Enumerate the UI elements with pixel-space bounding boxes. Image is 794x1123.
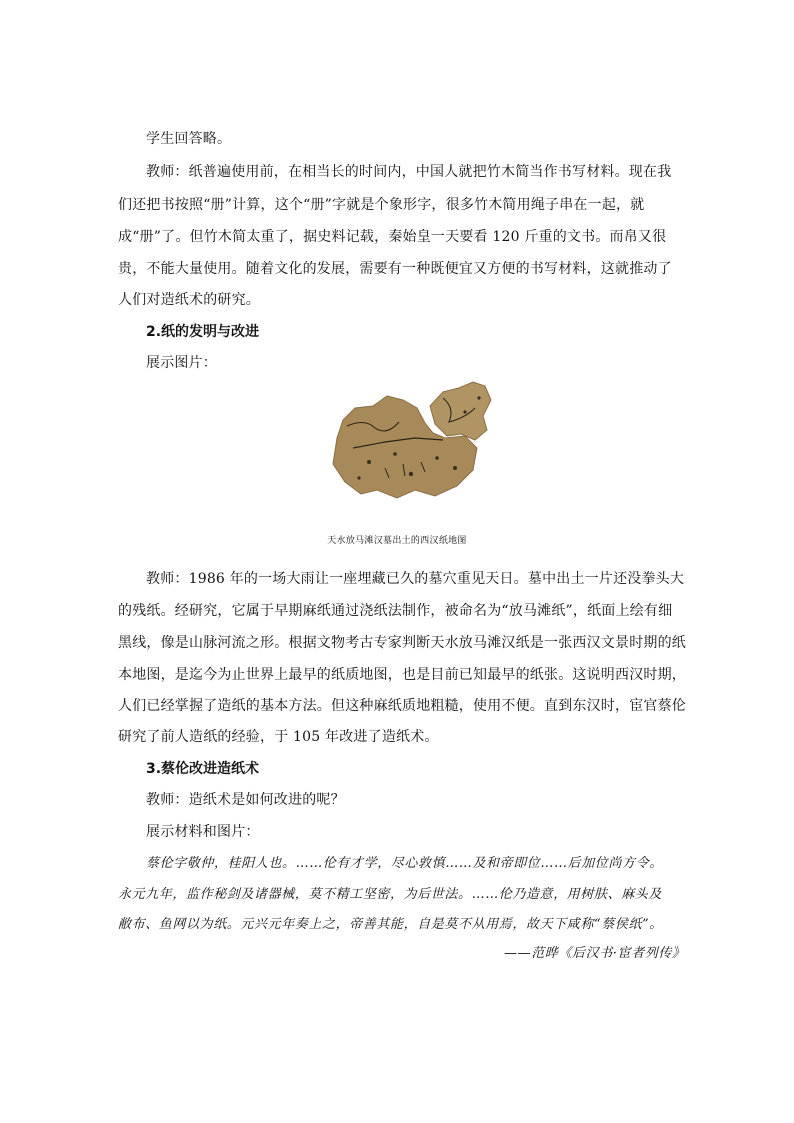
show-materials-label: 展示材料和图片：	[146, 824, 260, 840]
show-pictures-label: 展示图片：	[146, 355, 217, 371]
teacher-para-2-line-4: 本地图，是迄今为止世界上最早的纸质地图，也是目前已知最早的纸张。这说明西汉时期，	[118, 667, 686, 683]
teacher-para-2-line-3: 黑线，像是山脉河流之形。根据文物考古专家判断天水放马滩汉纸是一张西汉文景时期的纸	[118, 635, 686, 651]
paper-map-image	[325, 378, 495, 518]
teacher-para-1-line-3: 成“册”了。但竹木简太重了，据史料记载，秦始皇一天要看 120 斤重的文书。而帛又很	[118, 229, 667, 245]
teacher-para-2-line-1: 教师：1986 年的一场大雨让一座埋藏已久的墓穴重见天日。墓中出土一片还没拳头大	[146, 571, 685, 587]
teacher-para-1-line-2: 们还把书按照“册”计算，这个“册”字就是个象形字，很多竹木简用绳子串在一起，就	[118, 197, 645, 213]
teacher-para-2-line-5: 人们已经掌握了造纸的基本方法。但这种麻纸质地粗糙，使用不便。直到东汉时，宦官蔡伦	[118, 698, 686, 714]
quote-source: ——范晔《后汉书·宦者列传》	[504, 946, 686, 961]
figure-caption: 天水放马滩汉墓出土的西汉纸地图	[327, 536, 467, 546]
paper-map-figure	[325, 378, 495, 518]
teacher-para-1-line-1: 教师：纸普遍使用前，在相当长的时间内，中国人就把竹木简当作书写材料。现在我	[146, 164, 672, 180]
section-heading-cai-lun: 3.蔡伦改进造纸术	[146, 761, 260, 777]
teacher-question: 教师：造纸术是如何改进的呢？	[146, 792, 345, 808]
section-heading-paper-invention: 2.纸的发明与改进	[146, 324, 260, 340]
teacher-para-2-line-6: 研究了前人造纸的经验，于 105 年改进了造纸术。	[118, 729, 439, 745]
quote-line-1: 蔡伦字敬仲，桂阳人也。……伦有才学，尽心敦慎……及和帝即位……后加位尚方令。	[146, 856, 663, 871]
teacher-para-1-line-5: 人们对造纸术的研究。	[118, 292, 260, 308]
student-answer: 学生回答略。	[146, 131, 232, 147]
quote-line-2: 永元九年，监作秘剑及诸器械，莫不精工坚密，为后世法。……伦乃造意，用树肤、麻头及	[118, 887, 663, 902]
quote-line-3: 敝布、鱼网以为纸。元兴元年奏上之，帝善其能，自是莫不从用焉，故天下咸称“蔡侯纸”。	[118, 917, 663, 932]
teacher-para-1-line-4: 贵，不能大量使用。随着文化的发展，需要有一种既便宜又方便的书写材料，这就推动了	[118, 261, 672, 277]
teacher-para-2-line-2: 的残纸。经研究，它属于早期麻纸通过浇纸法制作，被命名为“放马滩纸”，纸面上绘有细	[118, 603, 673, 619]
